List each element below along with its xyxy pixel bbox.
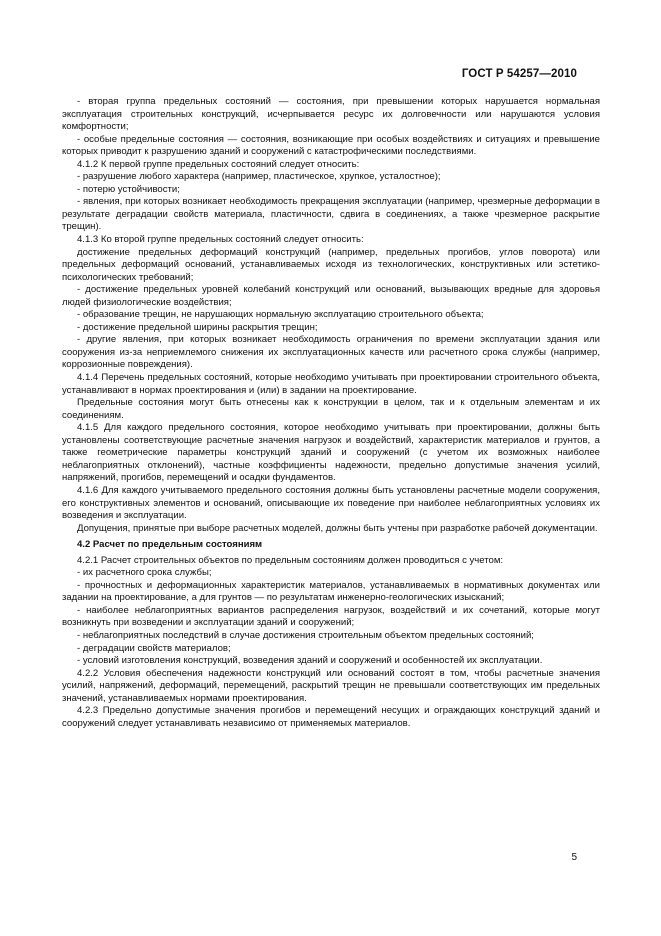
paragraph: - потерю устойчивости; [77,183,180,195]
paragraph: 4.2.1 Расчет строительных объектов по предельным состояниям должен проводиться с учетом: [77,554,504,566]
paragraph: - прочностных и деформационных характеристик материалов, устанавливаемых в нормативных документах или задании на проектирование, а для грунтов — по результатам инженерно-геологических изысканий; [62,579,600,604]
paragraph: - вторая группа предельных состояний — состояния, при превышении которых нарушается нормальная эксплуатация строительных конструкций, исчерпывается ресурс их долговечности или нарушаются условия комфортности; [62,96,600,133]
paragraph: - условий изготовления конструкций, возведения зданий и сооружений и особенностей их эксплуатации. [77,655,543,667]
paragraph: - деградации свойств материалов; [77,642,231,654]
paragraph: - неблагоприятных последствий в случае достижения строительным объектом предельных состояний; [77,629,534,641]
paragraph: 4.1.5 Для каждого предельного состояния, которое необходимо учитывать при проектировании, должны быть установлены соответствующие расчетные значения нагрузок и воздействий, характеристик материалов и грунтов, а также геометрические параметры конструкций зданий и сооружений (с учетом их возможных наиболее неблагоприятных отклонений), частные коэффициенты надежности, предельно допустимые значения усилий, напряжений, прогибов, перемещений и осадки фундаментов. [62,422,600,484]
paragraph: - другие явления, при которых возникает необходимость ограничения по времени эксплуатации здания или сооружения из-за неприемлемого снижения их эксплуатационных качеств или расчетного срока службы (например, коррозионные повреждения). [62,334,600,371]
paragraph: - особые предельные состояния — состояния, возникающие при особых воздействиях и ситуациях и превышение которых приводит к разрушению зданий и сооружений с катастрофическими последствиями. [62,133,600,158]
paragraph: - наиболее неблагоприятных вариантов распределения нагрузок, воздействий и их сочетаний, которые могут возникнуть при возведении и эксплуатации зданий и сооружений; [62,604,600,629]
document-body [62,96,600,730]
paragraph: - достижение предельных уровней колебаний конструкций или оснований, вызывающих вредные для здоровья людей физиологические воздействия; [62,284,600,308]
paragraph: - разрушение любого характера (например, пластическое, хрупкое, усталостное); [77,171,441,183]
paragraph: 4.1.3 Ко второй группе предельных состояний следует относить: [77,234,364,246]
paragraph: Допущения, принятые при выборе расчетных моделей, должны быть учтены при разработке рабочей документации. [77,522,598,534]
section-heading: 4.2 Расчет по предельным состояниям [77,539,263,551]
paragraph: 4.1.6 Для каждого учитываемого предельного состояния должны быть установлены расчетные модели сооружения, его конструктивных элементов и оснований, описывающие их поведение при наиболее неблагоприятных условиях их возведения и эксплуатации. [62,484,600,522]
paragraph: достижение предельных деформаций конструкций (например, предельных прогибов, углов поворота) или предельных деформаций оснований, устанавливаемых исходя из технологических, конструктивных или эстетико-психологических требований; [62,246,600,283]
page-number: 5 [571,852,577,863]
paragraph: 4.1.2 К первой группе предельных состояний следует относить: [77,158,360,170]
paragraph: 4.2.3 Предельно допустимые значения прогибов и перемещений несущих и ограждающих конструкций зданий и сооружений следует устанавливать независимо от применяемых материалов. [62,705,600,729]
paragraph: - их расчетного срока службы; [77,567,212,579]
paragraph: - явления, при которых возникает необходимость прекращения эксплуатации (например, чрезмерные деформации в результате деградации свойств материала, пластичности, сдвига в соединениях, а также чрезмерное раскрытие трещин). [62,196,600,233]
paragraph: - образование трещин, не нарушающих нормальную эксплуатацию строительного объекта; [77,309,484,321]
document-header: ГОСТ Р 54257—2010 [461,68,577,80]
paragraph: - достижение предельной ширины раскрытия трещин; [77,321,318,333]
paragraph: 4.2.2 Условия обеспечения надежности конструкций или оснований состоят в том, чтобы расчетные значения усилий, напряжений, деформаций, перемещений, раскрытий трещин не превышали соответствующих им предельных значений, устанавливаемых нормами проектирования. [62,667,600,704]
paragraph: 4.1.4 Перечень предельных состояний, которые необходимо учитывать при проектировании строительного объекта, устанавливают в нормах проектирования и (или) в задании на проектирование. [62,372,600,396]
paragraph: Предельные состояния могут быть отнесены как к конструкции в целом, так и к отдельным элементам и их соединениям. [62,397,600,421]
